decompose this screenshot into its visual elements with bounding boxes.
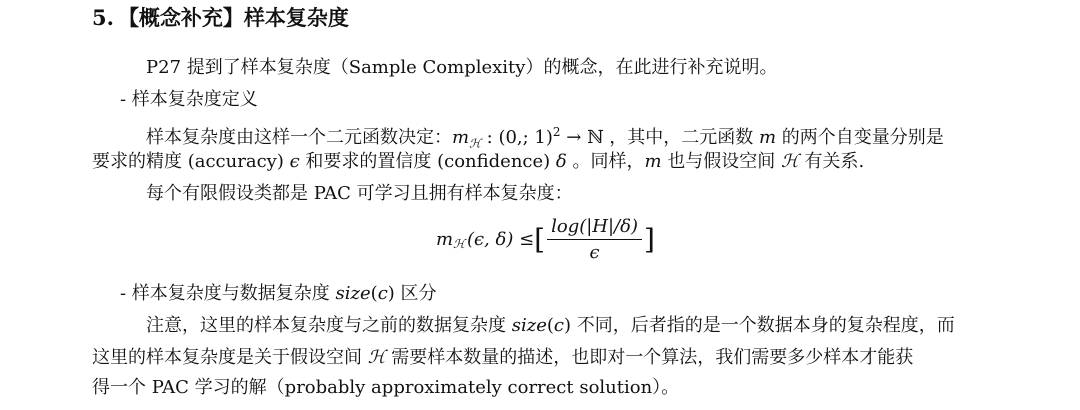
formula-fraction — [547, 216, 642, 263]
text-span: → ℕ ，其中，二元函数 — [560, 127, 759, 148]
text-span: ) 不同，后者指的是一个数据本身的复杂程度，而 — [564, 315, 955, 336]
math-domain: : (0,; 1) — [480, 127, 553, 148]
math-sup: 2 — [552, 125, 561, 139]
formula-denominator: ϵ — [589, 242, 600, 263]
text-span: 要求的精度 (accuracy) — [92, 151, 290, 172]
definition-line-2 — [92, 150, 864, 174]
formula-open-bracket: [ — [534, 222, 546, 256]
formula-m: m — [436, 229, 454, 250]
text-span: 注意，这里的样本复杂度与之前的数据复杂度 — [146, 315, 512, 336]
math-size: size — [511, 315, 547, 336]
formula-h-sub: ℋ — [453, 236, 465, 251]
text-span: 也与假设空间 — [661, 151, 781, 172]
text-span: 这里的样本复杂度是关于假设空间 — [92, 347, 368, 368]
note-line-3: 得一个 PAC 学习的解（probably approximately correct solution）。 — [92, 377, 680, 398]
text-span: 有关系. — [798, 151, 865, 172]
definition-heading: - 样本复杂度定义 — [120, 89, 258, 110]
section-number: 5. — [92, 5, 114, 30]
math-epsilon: ϵ — [289, 151, 300, 172]
math-h-sub: ℋ — [469, 136, 481, 151]
text-span: 需要样本数量的描述，也即对一个算法，我们需要多少样本才能获 — [385, 347, 914, 368]
math-m: m — [758, 127, 777, 148]
pac-line: 每个有限假设类都是 PAC 可学习且拥有样本复杂度： — [146, 183, 573, 204]
note-line-1 — [146, 314, 955, 338]
text-span: ( — [546, 315, 554, 336]
formula-args: (ϵ, δ) ≤ — [466, 229, 535, 250]
text-span: ) 区分 — [387, 283, 437, 304]
math-delta: δ — [555, 151, 567, 172]
difference-heading — [120, 282, 437, 306]
formula-close-bracket: ] — [643, 222, 655, 256]
math-c: c — [553, 315, 564, 336]
text-span: 和要求的置信度 (confidence) — [299, 151, 556, 172]
text-span: ( — [370, 283, 378, 304]
math-size: size — [335, 283, 371, 304]
text-span: - 样本复杂度与数据复杂度 — [120, 283, 336, 304]
sample-complexity-formula — [436, 216, 655, 263]
section-title-text: 【概念补充】样本复杂度 — [117, 5, 349, 30]
math-c: c — [377, 283, 388, 304]
math-m: m — [644, 151, 662, 172]
math-h: ℋ — [781, 151, 799, 172]
math-h: ℋ — [367, 347, 386, 368]
note-line-2 — [92, 346, 913, 370]
text-span: 。同样， — [566, 151, 645, 172]
intro-paragraph: P27 提到了样本复杂度（Sample Complexity）的概念，在此进行补充说明。 — [146, 57, 778, 78]
math-m: m — [452, 127, 470, 148]
formula-numerator: log(|H|/δ) — [547, 216, 642, 240]
text-span: 的两个自变量分别是 — [776, 127, 944, 148]
section-title — [92, 6, 349, 30]
text-span: 样本复杂度由这样一个二元函数决定： — [146, 127, 452, 148]
